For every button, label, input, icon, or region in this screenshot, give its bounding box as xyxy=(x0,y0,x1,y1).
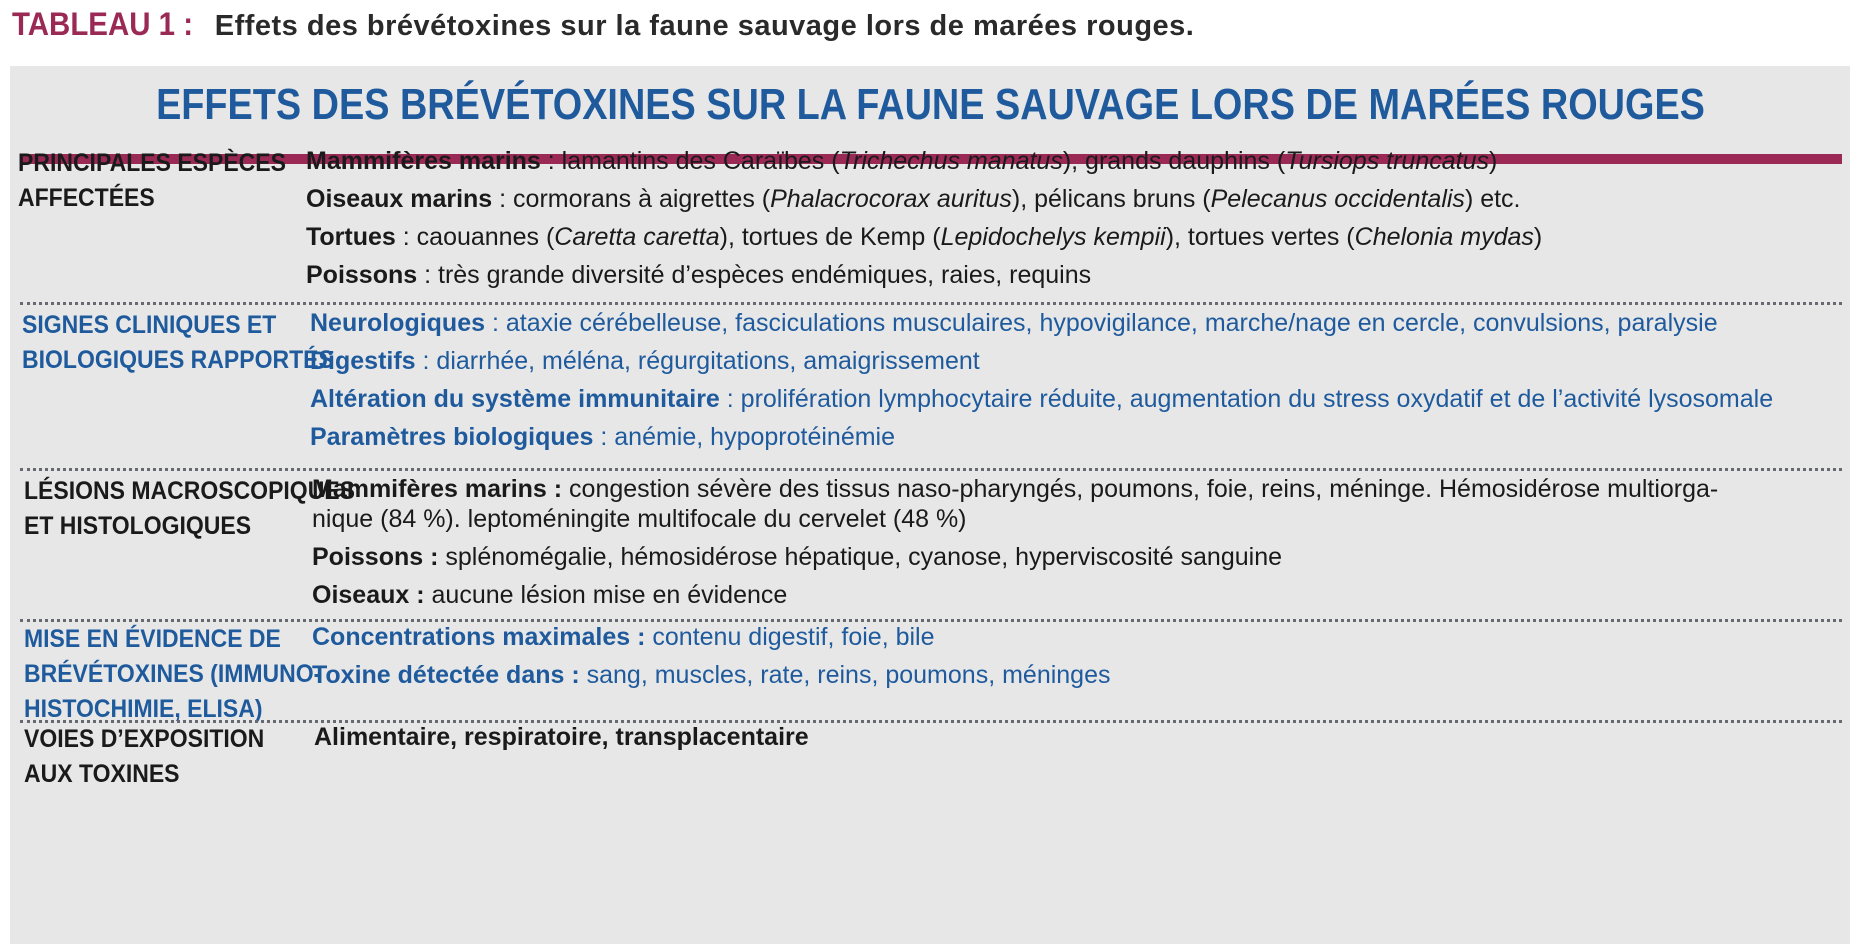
exposure-routes-line: Alimentaire, respiratoire, transplacentaire xyxy=(314,723,809,751)
row-label-species: PRINCIPALES ESPÈCES AFFECTÉES xyxy=(18,149,286,212)
species-mammals-line: Mammifères marins : lamantins des Caraïbes (Trichechus manatus), grands dauphins (Tursiops truncatus) xyxy=(306,147,1498,175)
lesions-birds-line: Oiseaux : aucune lésion mise en évidence xyxy=(312,581,788,609)
species-fish-line: Poissons : très grande diversité d’espèces endémiques, raies, requins xyxy=(306,261,1092,289)
signs-biological-line: Paramètres biologiques : anémie, hypoprotéinémie xyxy=(310,423,895,451)
signs-neuro-line: Neurologiques : ataxie cérébelleuse, fasciculations musculaires, hypovigilance, marche/nage en cercle, convulsions, paralysie xyxy=(310,309,1718,337)
table-panel xyxy=(10,66,1850,944)
signs-immune-line: Altération du système immunitaire : prolifération lymphocytaire réduite, augmentation du stress oxydatif et de l’activité lysosomale xyxy=(310,385,1774,413)
panel-title: EFFETS DES BRÉVÉTOXINES SUR LA FAUNE SAUVAGE LORS DE MARÉES ROUGES xyxy=(155,80,1705,129)
row-label-lesions: LÉSIONS MACROSCOPIQUES ET HISTOLOGIQUES xyxy=(24,477,355,540)
row-separator xyxy=(20,302,1842,305)
table-caption xyxy=(12,6,1194,43)
lesions-mammals-cont-line: nique (84 %). leptoméningite multifocale du cervelet (48 %) xyxy=(312,505,967,533)
row-label-clinical-signs: SIGNES CLINIQUES ET BIOLOGIQUES RAPPORTÉS xyxy=(22,311,334,374)
lesions-fish-line: Poissons : splénomégalie, hémosidérose hépatique, cyanose, hyperviscosité sanguine xyxy=(312,543,1283,571)
signs-digestive-line: Digestifs : diarrhée, méléna, régurgitations, amaigrissement xyxy=(310,347,980,375)
table-number-label: TABLEAU 1 : xyxy=(12,6,193,42)
table-caption-text: Effets des brévétoxines sur la faune sauvage lors de marées rouges. xyxy=(214,10,1195,42)
row-separator xyxy=(20,468,1842,471)
detection-max-line: Concentrations maximales : contenu digestif, foie, bile xyxy=(312,623,935,651)
species-birds-line: Oiseaux marins : cormorans à aigrettes (Phalacrocorax auritus), pélicans bruns (Pelecanus occidentalis) etc. xyxy=(306,185,1521,213)
row-label-detection: MISE EN ÉVIDENCE DE BRÉVÉTOXINES (IMMUNO- HISTOCHIMIE, ELISA) xyxy=(24,625,322,723)
detection-detected-line: Toxine détectée dans : sang, muscles, rate, reins, poumons, méninges xyxy=(312,661,1111,689)
row-label-exposure: VOIES D’EXPOSITION AUX TOXINES xyxy=(24,725,265,788)
species-turtles-line: Tortues : caouannes (Caretta caretta), tortues de Kemp (Lepidochelys kempii), tortues vertes (Chelonia mydas) xyxy=(306,223,1543,251)
row-separator xyxy=(20,720,1842,723)
lesions-mammals-line: Mammifères marins : congestion sévère des tissus naso-pharyngés, poumons, foie, reins, méninge. Hémosidérose multiorga- xyxy=(312,475,1719,503)
